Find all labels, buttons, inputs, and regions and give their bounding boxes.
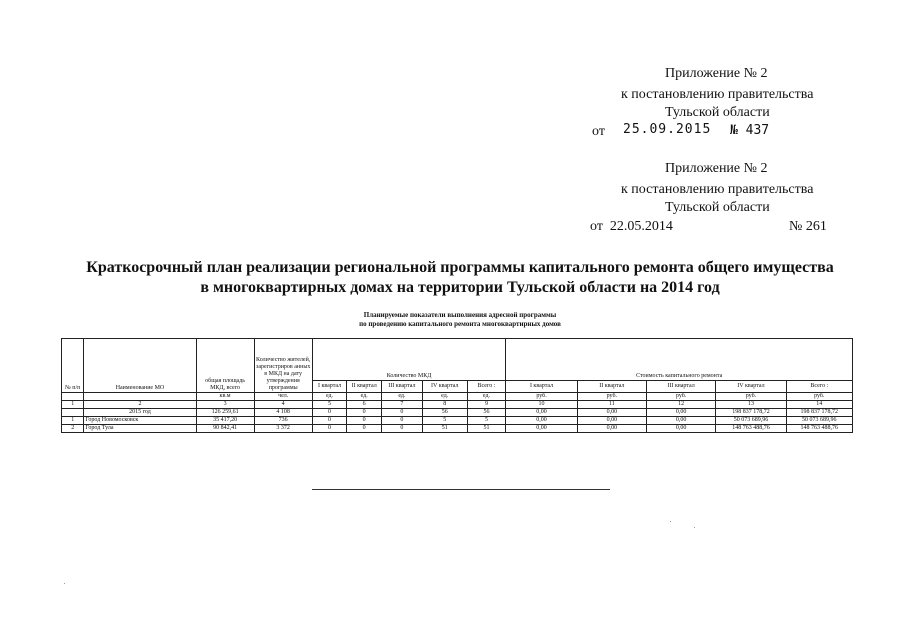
column-number: 7 (382, 401, 423, 409)
cell-residents: 3 372 (254, 425, 312, 433)
stamp-old-number: № 261 (789, 219, 827, 234)
cell-cost-q3: 0,00 (646, 425, 715, 433)
cell-residents: 736 (254, 417, 312, 425)
cell-num: 1 (62, 417, 84, 425)
column-number: 2 (84, 401, 196, 409)
unit-cost: руб. (786, 393, 852, 401)
unit-count: ед. (312, 393, 347, 401)
cell-count-q1: 0 (312, 409, 347, 417)
cell-area: 90 842,41 (196, 425, 254, 433)
header-area: общая площадь МКД, всего (196, 339, 254, 393)
header-cost-q1: I квартал (506, 381, 577, 393)
cell-cost-q4: 50 073 689,96 (716, 417, 786, 425)
unit-cell (84, 393, 196, 401)
cell-count-q4: 51 (422, 425, 467, 433)
cell-area: 126 259,61 (196, 409, 254, 417)
column-number: 13 (716, 401, 786, 409)
cell-cost-q1: 0,00 (506, 417, 577, 425)
cell-count-q2: 0 (347, 409, 382, 417)
stamp-new-line1: Приложение № 2 (665, 66, 768, 81)
unit-cost: руб. (577, 393, 646, 401)
column-number: 11 (577, 401, 646, 409)
cell-count-total: 51 (467, 425, 506, 433)
cell-count-total: 56 (467, 409, 506, 417)
stamp-old-line3: Тульской области (665, 200, 770, 215)
cell-cost-q3: 0,00 (646, 409, 715, 417)
cell-num (62, 409, 84, 417)
header-count-q3: III квартал (382, 381, 423, 393)
cell-count-q4: 56 (422, 409, 467, 417)
unit-count: ед. (467, 393, 506, 401)
header-count-q1: I квартал (312, 381, 347, 393)
stamp-new-date: 25.09.2015 (623, 122, 712, 137)
cell-name: Город Новомосковск (84, 417, 196, 425)
cell-count-q3: 0 (382, 425, 423, 433)
cell-cost-total: 148 763 488,76 (786, 425, 852, 433)
column-number: 5 (312, 401, 347, 409)
cell-count-q3: 0 (382, 409, 423, 417)
cell-cost-q3: 0,00 (646, 417, 715, 425)
cell-cost-q1: 0,00 (506, 425, 577, 433)
column-numbers-row (62, 401, 853, 409)
cell-count-q1: 0 (312, 417, 347, 425)
header-count-total: Всего : (467, 381, 506, 393)
unit-count: ед. (382, 393, 423, 401)
unit-cost: руб. (716, 393, 786, 401)
cell-count-q2: 0 (347, 417, 382, 425)
cell-count-total: 5 (467, 417, 506, 425)
cell-name: Город Тула (84, 425, 196, 433)
stamp-old-line1: Приложение № 2 (665, 161, 768, 176)
cell-cost-q2: 0,00 (577, 417, 646, 425)
cell-cost-total: 198 837 178,72 (786, 409, 852, 417)
scan-speck (670, 521, 671, 522)
header-cost-q4: IV квартал (716, 381, 786, 393)
cell-cost-q2: 0,00 (577, 409, 646, 417)
capital-repair-table (61, 338, 853, 433)
column-number: 3 (196, 401, 254, 409)
header-residents: Количество жителей, зарегистриров анных в МКД на дату утверждения программы (254, 339, 312, 393)
column-number: 4 (254, 401, 312, 409)
column-number: 12 (646, 401, 715, 409)
column-number: 10 (506, 401, 577, 409)
header-cost-total: Всего : (786, 381, 852, 393)
signature-line (312, 489, 610, 490)
table-row-total (62, 409, 853, 417)
header-cost-group: Стоимость капитального ремонта (506, 339, 853, 381)
column-number: 8 (422, 401, 467, 409)
stamp-new-number: № 437 (730, 123, 770, 138)
header-count-group: Количество МКД (312, 339, 506, 381)
unit-count: ед. (422, 393, 467, 401)
cell-cost-q1: 0,00 (506, 409, 577, 417)
caption-line-1: Планируемые показатели выполнения адресной программы (363, 311, 557, 319)
header-count-q2: II квартал (347, 381, 382, 393)
cell-cost-q2: 0,00 (577, 425, 646, 433)
cell-count-q3: 0 (382, 417, 423, 425)
title-line-2: в многоквартирных домах на территории Тульской области на 2014 год (200, 279, 720, 296)
stamp-new-from: от (592, 124, 605, 139)
scan-speck (64, 583, 65, 584)
unit-area: кв.м (196, 393, 254, 401)
header-cost-q2: II квартал (577, 381, 646, 393)
stamp-old-date: от 22.05.2014 (590, 219, 673, 234)
cell-count-q1: 0 (312, 425, 347, 433)
table-row (62, 425, 853, 433)
scan-speck (694, 527, 695, 528)
cell-cost-q4: 148 763 488,76 (716, 425, 786, 433)
table-caption (300, 311, 620, 329)
unit-cost: руб. (506, 393, 577, 401)
stamp-new-line2: к постановлению правительства (621, 87, 814, 102)
header-name: Наименование МО (84, 339, 196, 393)
unit-count: ед. (347, 393, 382, 401)
column-number: 9 (467, 401, 506, 409)
column-number: 14 (786, 401, 852, 409)
unit-cell (62, 393, 84, 401)
cell-cost-q4: 198 837 178,72 (716, 409, 786, 417)
stamp-old-line2: к постановлению правительства (621, 182, 814, 197)
stamp-new-line3: Тульской области (665, 105, 770, 120)
cell-area: 35 417,20 (196, 417, 254, 425)
caption-line-2: по проведению капитального ремонта многоквартирных домов (359, 320, 561, 328)
cell-cost-total: 50 073 689,96 (786, 417, 852, 425)
title-line-1: Краткосрочный план реализации региональной программы капитального ремонта общего имущества (86, 259, 834, 276)
units-row (62, 393, 853, 401)
unit-cost: руб. (646, 393, 715, 401)
header-num: № п/п (62, 339, 84, 393)
header-cost-q3: III квартал (646, 381, 715, 393)
document-title (40, 258, 880, 298)
cell-count-q2: 0 (347, 425, 382, 433)
cell-num: 2 (62, 425, 84, 433)
header-count-q4: IV квартал (422, 381, 467, 393)
cell-residents: 4 108 (254, 409, 312, 417)
table-row (62, 417, 853, 425)
column-number: 1 (62, 401, 84, 409)
cell-count-q4: 5 (422, 417, 467, 425)
column-number: 6 (347, 401, 382, 409)
unit-residents: чел. (254, 393, 312, 401)
cell-name: 2015 год (84, 409, 196, 417)
